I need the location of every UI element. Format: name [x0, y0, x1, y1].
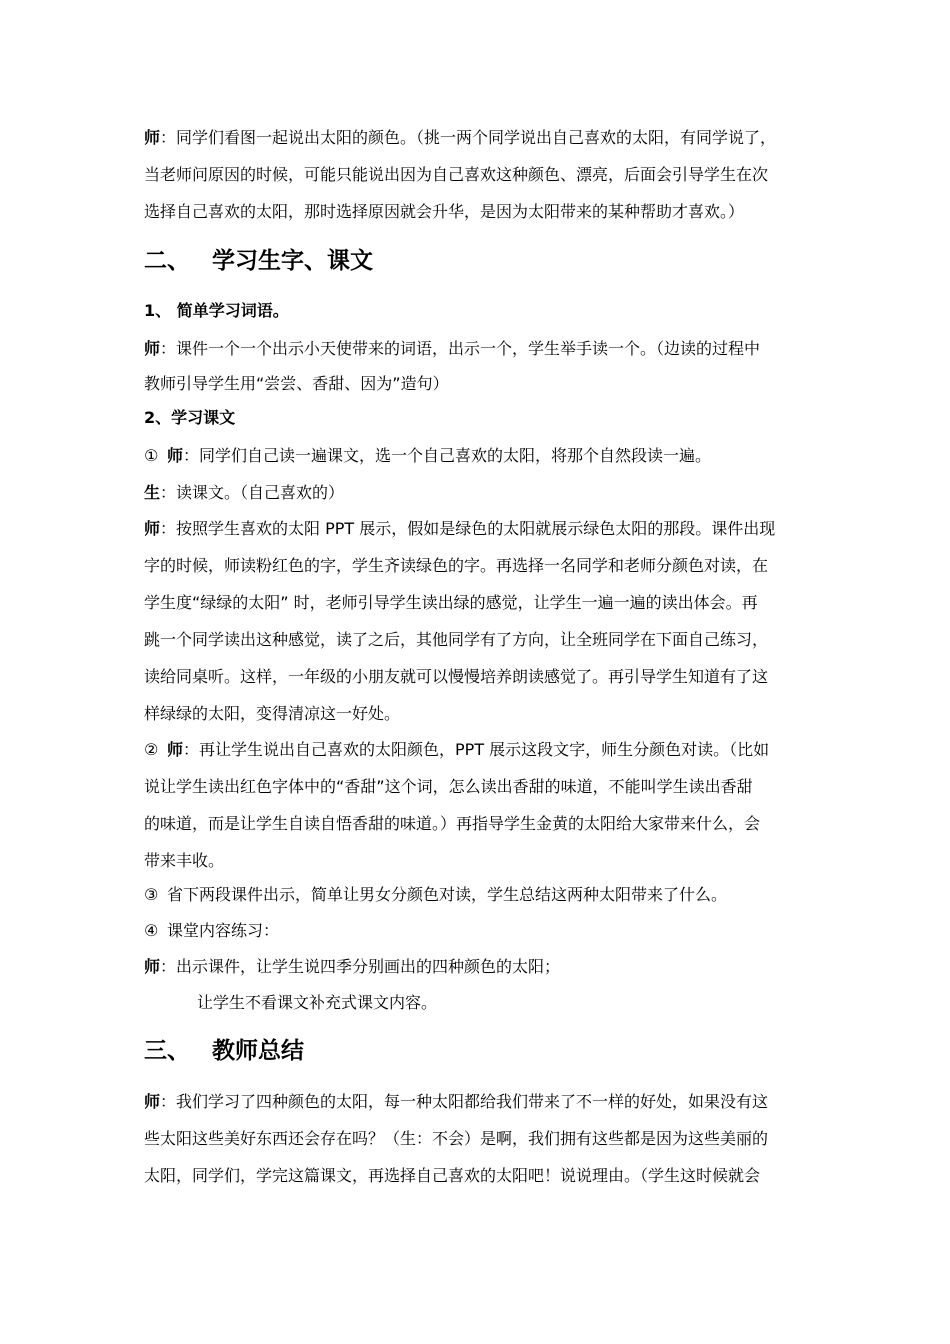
section-3-heading	[144, 1036, 304, 1066]
teacher-para-line-5: 读给同桌听。这样，一年级的小朋友就可以慢慢培养朗读感觉了。再引导学生知道有了这	[144, 667, 769, 686]
item-1: ① 师：同学们自己读一遍课文，选一个自己喜欢的太阳，将那个自然段读一遍。	[144, 446, 712, 465]
item-2-line-1: ② 师：再让学生说出自己喜欢的太阳颜色，PPT 展示这段文字，师生分颜色对读。（比如	[144, 740, 770, 759]
teacher-para-line-1: 师：按照学生喜欢的太阳 PPT 展示，假如是绿色的太阳就展示绿色太阳的那段。课件出现	[144, 519, 776, 538]
speaker-teacher: 师	[144, 339, 161, 358]
item-3: ③ 省下两段课件出示，简单让男女分颜色对读，学生总结这两种太阳带来了什么。	[144, 885, 728, 904]
intro-line-2: 当老师问原因的时候，可能只能说出因为自己喜欢这种颜色、漂亮，后面会引导学生在次	[144, 165, 769, 184]
summary-line-1: 师：我们学习了四种颜色的太阳，每一种太阳都给我们带来了不一样的好处，如果没有这	[144, 1092, 769, 1111]
student-line: 生：读课文。（自己喜欢的）	[144, 483, 345, 502]
section-2-number: 二、	[144, 248, 190, 274]
summary-line-3: 太阳，同学们，学完这篇课文，再选择自己喜欢的太阳吧！说说理由。（学生这时候就会	[144, 1166, 761, 1185]
item-4-marker: ④	[144, 921, 159, 940]
speaker-teacher: 师	[144, 519, 161, 538]
summary-line-2: 些太阳这些美好东西还会存在吗？（生：不会）是啊，我们拥有这些都是因为这些美丽的	[144, 1129, 769, 1148]
subsection-1-title: 1、 简单学习词语。	[144, 301, 289, 320]
item-2-line-2: 说让学生读出红色字体中的“香甜”这个词，怎么读出香甜的味道，不能叫学生读出香甜	[144, 777, 753, 796]
speaker-teacher: 师	[144, 128, 161, 147]
sub1-line-2: 教师引导学生用“尝尝、香甜、因为”造句）	[144, 374, 449, 393]
teacher-para-line-2: 字的时候，师读粉红色的字，学生齐读绿色的字。再选择一名同学和老师分颜色对读，在	[144, 556, 769, 575]
practice-line-1: 师：出示课件，让学生说四季分别画出的四种颜色的太阳；	[144, 957, 561, 976]
item-2-line-3: 的味道，而是让学生自读自悟香甜的味道。）再指导学生金黄的太阳给大家带来什么，会	[144, 814, 761, 833]
practice-line-2: 让学生不看课文补充式课文内容。	[197, 993, 438, 1012]
teacher-para-line-6: 样绿绿的太阳，变得清凉这一好处。	[144, 704, 401, 723]
speaker-teacher: 师	[144, 1092, 161, 1111]
item-2-marker: ②	[144, 740, 159, 759]
teacher-para-line-4: 跳一个同学读出这种感觉，读了之后，其他同学有了方向，让全班同学在下面自己练习，	[144, 630, 769, 649]
intro-line-3: 选择自己喜欢的太阳，那时选择原因就会升华，是因为太阳带来的某种帮助才喜欢。）	[144, 202, 745, 221]
speaker-teacher: 师	[144, 957, 161, 976]
item-2-line-4: 带来丰收。	[144, 851, 225, 870]
teacher-para-line-3: 学生度“绿绿的太阳” 时，老师引导学生读出绿的感觉，让学生一遍一遍的读出体会。再	[144, 593, 758, 612]
subsection-2-title: 2、学习课文	[144, 408, 236, 427]
sub1-line-1: 师：课件一个一个出示小天使带来的词语，出示一个，学生举手读一个。（边读的过程中	[144, 339, 761, 358]
speaker-teacher: 师	[167, 446, 184, 465]
section-2-title: 学习生字、课文	[212, 248, 373, 274]
item-3-marker: ③	[144, 885, 159, 904]
intro-line-1: 师：同学们看图一起说出太阳的颜色。（挑一两个同学说出自己喜欢的太阳，有同学说了，	[144, 128, 777, 147]
item-1-marker: ①	[144, 446, 159, 465]
section-3-number: 三、	[144, 1038, 190, 1064]
item-4: ④ 课堂内容练习：	[144, 921, 280, 940]
section-3-title: 教师总结	[212, 1038, 304, 1064]
speaker-teacher: 师	[167, 740, 184, 759]
section-2-heading	[144, 246, 373, 276]
speaker-student: 生	[144, 483, 161, 502]
